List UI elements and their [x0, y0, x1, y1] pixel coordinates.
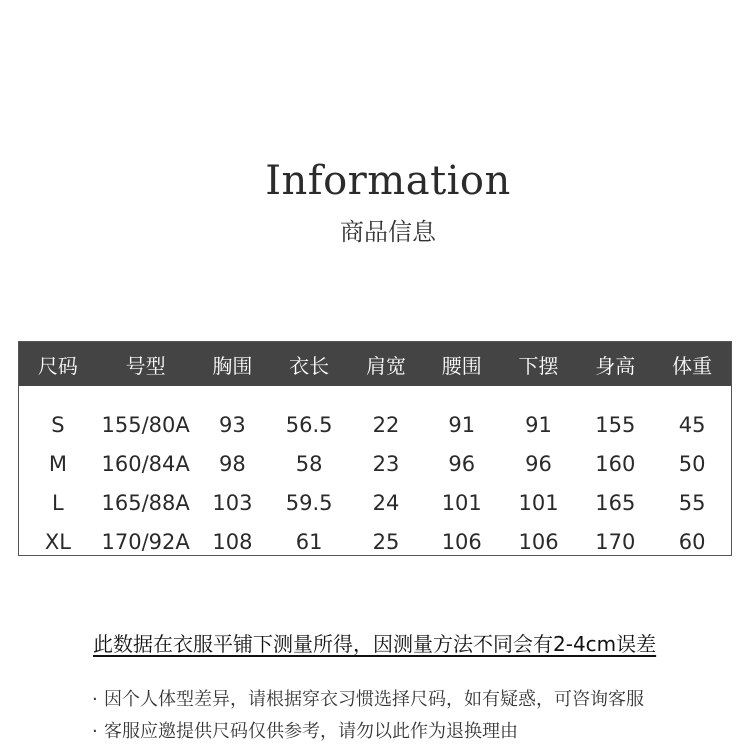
list-item [92, 721, 644, 753]
table-row [19, 444, 731, 483]
table-cell: S [51, 412, 65, 437]
bullet-icon: · [92, 689, 98, 710]
table-cell: 106 [518, 529, 559, 554]
table-cell: 160 [595, 451, 636, 476]
header-cell-model: 号型 [125, 353, 166, 378]
table-row [19, 405, 731, 444]
header-cell-hem: 下摆 [518, 353, 559, 378]
title-chinese: 商品信息 [340, 218, 436, 246]
table-cell: 160/84A [101, 451, 190, 476]
table-cell: XL [44, 529, 71, 554]
size-table [18, 341, 732, 556]
table-cell: 58 [295, 451, 323, 476]
table-cell: 101 [518, 490, 559, 515]
table-cell: 155 [595, 412, 636, 437]
header-cell-height: 身高 [595, 353, 636, 378]
header-cell-waist: 腰围 [441, 353, 482, 378]
tips-list [92, 689, 644, 753]
table-cell: 155/80A [101, 412, 190, 437]
header-cell-size: 尺码 [37, 353, 78, 378]
header-cell-shoulder: 肩宽 [365, 353, 406, 378]
table-cell: 22 [372, 412, 400, 437]
measurement-note: 此数据在衣服平铺下测量所得，因测量方法不同会有2-4cm误差 [93, 632, 657, 656]
table-header-row [19, 342, 731, 386]
table-cell: 91 [448, 412, 476, 437]
table-cell: 55 [678, 490, 706, 515]
header-cell-weight: 体重 [672, 353, 713, 378]
header-cell-bust: 胸围 [212, 353, 253, 378]
list-item-text: 因个人体型差异，请根据穿衣习惯选择尺码，如有疑惑，可咨询客服 [104, 689, 644, 710]
table-cell: 108 [212, 529, 253, 554]
table-body [19, 386, 731, 561]
table-cell: 60 [678, 529, 706, 554]
table-cell: 96 [525, 451, 552, 476]
table-cell: 93 [219, 412, 246, 437]
header-cell-length: 衣长 [289, 353, 330, 378]
table-cell: 101 [441, 490, 482, 515]
table-row [19, 483, 731, 522]
table-cell: 25 [372, 529, 400, 554]
table-cell: 61 [295, 529, 323, 554]
table-cell: 91 [525, 412, 552, 437]
table-row [19, 522, 731, 561]
title-english: Information [265, 158, 511, 204]
list-item-text: 客服应邀提供尺码仅供参考，请勿以此作为退换理由 [104, 721, 518, 742]
bullet-icon: · [92, 721, 98, 742]
list-item [92, 689, 644, 721]
table-cell: 56.5 [285, 412, 333, 437]
table-cell: 96 [448, 451, 476, 476]
table-cell: 170 [595, 529, 636, 554]
table-cell: 165/88A [101, 490, 190, 515]
table-cell: 23 [372, 451, 400, 476]
table-cell: 50 [678, 451, 706, 476]
table-cell: 106 [441, 529, 482, 554]
table-cell: 59.5 [285, 490, 333, 515]
table-cell: 24 [372, 490, 400, 515]
table-cell: 98 [219, 451, 246, 476]
table-cell: L [52, 490, 64, 515]
table-cell: 103 [212, 490, 253, 515]
table-cell: 45 [678, 412, 706, 437]
table-cell: 165 [595, 490, 636, 515]
table-cell: M [48, 451, 67, 476]
table-cell: 170/92A [101, 529, 190, 554]
